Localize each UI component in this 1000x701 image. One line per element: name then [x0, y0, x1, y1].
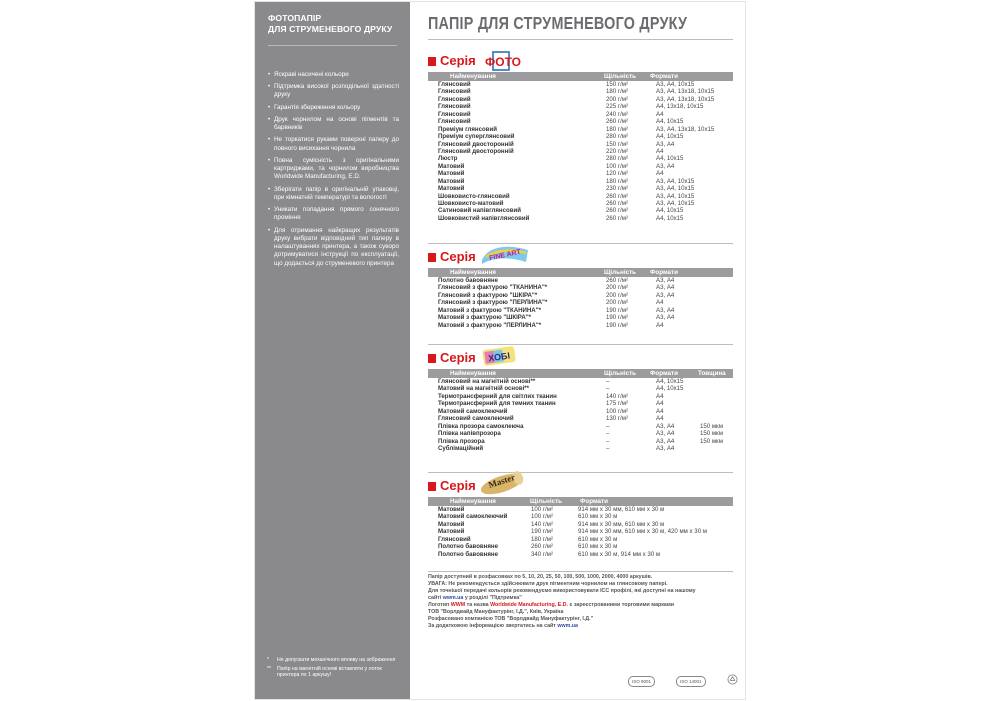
product-density: 190 г/м² [606, 306, 628, 314]
footer-divider [428, 571, 733, 572]
iso-14001-badge: ISO 14001 [676, 676, 706, 687]
recycle-icon [727, 674, 738, 685]
series-hobby [428, 347, 733, 452]
product-name: Матовий з фактурою "ШКІРА"* [438, 314, 531, 322]
product-density: 230 г/м² [606, 185, 628, 193]
table-row [428, 314, 733, 321]
product-formats: А3, А4 [656, 314, 675, 322]
product-name: Полотно бавовняне [438, 543, 498, 551]
product-formats: 610 мм х 30 м [578, 535, 618, 543]
product-name: Плівка прозора [438, 437, 485, 445]
product-formats: А3, А4, 13х18, 10х15 [656, 125, 715, 133]
page-title: ПАПІР ДЛЯ СТРУМЕНЕВОГО ДРУКУ [428, 13, 688, 33]
table-row [428, 423, 733, 430]
product-formats: А3, А4 [656, 284, 675, 292]
product-name: Люстр [438, 155, 458, 163]
series-fine-art [428, 246, 733, 329]
table-row [428, 551, 733, 558]
table-row [428, 103, 733, 110]
table-header: Найменування Щільність Формати [428, 268, 733, 277]
product-name: Глянсовий з фактурою "ШКІРА"* [438, 291, 538, 299]
series-label: Серія [440, 478, 476, 493]
table-row [428, 400, 733, 407]
table-header: Найменування Щільність Формати [428, 497, 733, 506]
product-density: 260 г/м² [606, 192, 628, 200]
product-density: 100 г/м² [606, 407, 628, 415]
table-row [428, 81, 733, 88]
table-row [428, 155, 733, 162]
series-header [428, 50, 733, 72]
svg-text:ХОБІ: ХОБІ [487, 350, 511, 364]
product-formats: 610 мм х 30 м [578, 543, 618, 551]
product-density: 180 г/м² [606, 88, 628, 96]
product-density: 180 г/м² [606, 177, 628, 185]
product-density: 150 г/м² [606, 81, 628, 88]
feature-item: • Підтримка високої розподільної здатності друку [268, 83, 399, 100]
product-density: – [606, 430, 610, 438]
website-link[interactable]: wwm.ua [442, 595, 464, 602]
product-density: 260 г/м² [606, 214, 628, 222]
product-density: 100 г/м² [606, 162, 628, 170]
red-square-icon [428, 482, 436, 491]
table-row [428, 513, 733, 520]
sidebar-divider [268, 45, 397, 46]
product-density: 260 г/м² [531, 543, 553, 551]
product-name: Глянсовий з фактурою "ТКАНИНА"* [438, 284, 548, 292]
product-name: Матовий [438, 506, 465, 513]
product-density: – [606, 437, 610, 445]
product-name: Матовий з фактурою "ПЕРЛИНА"* [438, 321, 542, 329]
product-name: Глянсовий [438, 95, 471, 103]
table-row [428, 378, 733, 385]
product-name: Матовий [438, 528, 465, 536]
product-formats: А4, 10х15 [656, 378, 684, 385]
product-formats: А4, 10х15 [656, 133, 684, 141]
table-body [428, 506, 733, 558]
table-row [428, 163, 733, 170]
table-header: Найменування Щільність Формати Товщина [428, 369, 733, 378]
table-row [428, 385, 733, 392]
product-density: 260 г/м² [606, 118, 628, 126]
product-name: Глянсовий [438, 118, 471, 126]
product-name: Матовий самоклеючий [438, 513, 508, 521]
section-divider [428, 472, 733, 473]
feature-list [268, 71, 399, 272]
iso-9001-badge: ISO 9001 [628, 676, 655, 687]
table-row [428, 543, 733, 550]
table-row [428, 133, 733, 140]
product-thickness: 150 мкм [700, 430, 723, 438]
table-row [428, 126, 733, 133]
product-formats: А4, 10х15 [656, 155, 684, 163]
table-row [428, 415, 733, 422]
table-body [428, 378, 733, 452]
product-density: 225 г/м² [606, 103, 628, 111]
product-formats: А3, А4, 13х18, 10х15 [656, 95, 715, 103]
product-density: 150 г/м² [606, 140, 628, 148]
table-row [428, 96, 733, 103]
footnote: * Не допускати механічного впливу на зображення [267, 657, 396, 663]
table-row [428, 528, 733, 535]
product-formats: А4 [656, 415, 664, 423]
product-name: Сатиновий напівглянсовий [438, 207, 521, 215]
product-formats: А4 [656, 407, 664, 415]
product-density: 140 г/м² [606, 392, 628, 400]
product-formats: А3, А4 [656, 422, 675, 430]
product-density: 140 г/м² [531, 520, 553, 528]
product-formats: 914 мм х 30 мм, 610 мм х 30 м, 420 мм х 30 м [578, 528, 707, 536]
section-divider [428, 243, 733, 244]
product-formats: А4, 10х15 [656, 385, 684, 393]
product-density: 190 г/м² [606, 314, 628, 322]
product-name: Шовковисто-глянсовий [438, 192, 510, 200]
product-formats: А3, А4 [656, 430, 675, 438]
table-row [428, 277, 733, 284]
product-name: Глянсовий на магнітній основі** [438, 378, 536, 385]
product-formats: А4 [656, 110, 664, 118]
red-square-icon [428, 57, 436, 66]
product-formats: А3, А4, 10х15 [656, 81, 695, 88]
table-row [428, 521, 733, 528]
product-formats: А3, А4 [656, 444, 675, 452]
product-name: Матовий з фактурою "ТКАНИНА"* [438, 306, 541, 314]
table-row [428, 408, 733, 415]
product-formats: А3, А4 [656, 291, 675, 299]
table-body [428, 277, 733, 329]
table-row [428, 438, 733, 445]
product-name: Матовий самоклеючий [438, 407, 508, 415]
table-row [428, 322, 733, 329]
series-header [428, 246, 733, 268]
product-name: Термотрансферний для світлих тканин [438, 392, 557, 400]
feature-item: • Друк чорнилом на основі пігментів та барвників [268, 116, 399, 133]
svg-text:Master: Master [487, 472, 517, 491]
product-name: Термотрансферний для темних тканин [438, 400, 556, 408]
product-density: 340 г/м² [531, 550, 553, 558]
product-density: 200 г/м² [606, 95, 628, 103]
product-density: 240 г/м² [606, 110, 628, 118]
product-density: 180 г/м² [606, 125, 628, 133]
red-square-icon [428, 253, 436, 262]
series-header [428, 347, 733, 369]
product-formats: А3, А4, 10х15 [656, 200, 695, 207]
series-label: Серія [440, 53, 476, 68]
product-density: 260 г/м² [606, 277, 628, 284]
table-row [428, 393, 733, 400]
product-density: 200 г/м² [606, 284, 628, 292]
product-formats: 914 мм х 30 мм, 610 мм х 30 м [578, 506, 665, 513]
svg-text:ФОТО: ФОТО [485, 55, 521, 69]
series-label: Серія [440, 249, 476, 264]
product-formats: А4, 13х18, 10х15 [656, 103, 704, 111]
product-density: 130 г/м² [606, 415, 628, 423]
table-row [428, 307, 733, 314]
section-divider [428, 344, 733, 345]
product-name: Преміум глянсовий [438, 125, 497, 133]
product-name: Глянсовий двосторонній [438, 147, 514, 155]
feature-item: • Зберігати папір в оригінальній упаковці, при кімнатній температурі та вологості [268, 186, 399, 203]
product-density: 260 г/м² [606, 200, 628, 207]
product-name: Матовий [438, 162, 465, 170]
table-row [428, 207, 733, 214]
feature-item: • Повна сумісність з оригінальними картриджами, та чорнилом виробництва Worldwide Manufacturing, E.D. [268, 157, 399, 182]
product-name: Шовковистий напівглянсовий [438, 214, 530, 222]
product-name: Глянсовий [438, 535, 471, 543]
master-logo-icon [478, 470, 526, 496]
feature-item: • Яскраві насичені кольори [268, 71, 399, 79]
product-name: Глянсовий [438, 88, 471, 96]
product-density: 175 г/м² [606, 400, 628, 408]
product-formats: А3, А4 [656, 306, 675, 314]
table-row [428, 200, 733, 207]
table-row [428, 111, 733, 118]
product-name: Сублімаційний [438, 444, 484, 452]
table-row [428, 141, 733, 148]
feature-item: • Уникати попадання прямого сонячного проміння [268, 206, 399, 223]
table-row [428, 445, 733, 452]
table-row [428, 118, 733, 125]
feature-item: • Не торкатися руками поверхні паперу до повного висихання чорнила [268, 136, 399, 153]
product-formats: А3, А4 [656, 162, 675, 170]
product-density: 100 г/м² [531, 513, 553, 521]
product-density: 260 г/м² [606, 207, 628, 215]
product-formats: А4 [656, 392, 664, 400]
footnotes [267, 657, 399, 681]
brand-name: WWM [450, 602, 466, 609]
product-name: Матовий на магнітній основі** [438, 385, 530, 393]
product-density: 220 г/м² [606, 147, 628, 155]
product-formats: А3, А4 [656, 140, 675, 148]
product-name: Матовий [438, 185, 465, 193]
red-square-icon [428, 354, 436, 363]
product-formats: 610 мм х 30 м, 914 мм х 30 м [578, 550, 661, 558]
product-name: Глянсовий [438, 81, 471, 88]
company-name: Worldwide Manufacturing, E.D. [490, 602, 568, 609]
table-row [428, 148, 733, 155]
website-link[interactable]: wwm.ua [557, 623, 578, 630]
product-name: Матовий [438, 170, 465, 178]
product-name: Плівка прозора самоклеюча [438, 422, 524, 430]
table-row [428, 430, 733, 437]
title-divider [428, 39, 733, 40]
table-row [428, 88, 733, 95]
product-name: Матовий [438, 177, 465, 185]
footnote: ** Папір на магнітній основі вставляти у лоток принтера по 1 аркушу! [267, 665, 382, 679]
table-row [428, 506, 733, 513]
product-name: Полотно бавовняне [438, 550, 498, 558]
product-density: 100 г/м² [531, 506, 553, 513]
product-formats: А3, А4, 10х15 [656, 177, 695, 185]
product-name: Шовковисто-матовий [438, 200, 504, 207]
product-density: 280 г/м² [606, 155, 628, 163]
product-formats: А3, А4, 10х15 [656, 185, 695, 193]
table-body [428, 81, 733, 222]
table-row [428, 193, 733, 200]
product-name: Глянсовий з фактурою "ПЕРЛИНА"* [438, 299, 548, 307]
product-density: 190 г/м² [606, 321, 628, 329]
product-thickness: 150 мкм [700, 422, 723, 430]
product-density: – [606, 385, 610, 393]
series-master [428, 472, 733, 558]
sidebar-title: ФОТОПАПІР ДЛЯ СТРУМЕНЕВОГО ДРУКУ [268, 13, 393, 34]
product-name: Плівка напівпрозора [438, 430, 501, 438]
product-name: Глянсовий [438, 103, 471, 111]
table-row [428, 215, 733, 222]
product-density: 190 г/м² [531, 528, 553, 536]
product-name: Глянсовий [438, 110, 471, 118]
table-row [428, 284, 733, 291]
product-density: 280 г/м² [606, 133, 628, 141]
product-formats: А4 [656, 400, 664, 408]
product-formats: А3, А4, 10х15 [656, 192, 695, 200]
product-formats: А3, А4, 13х18, 10х15 [656, 88, 715, 96]
product-density: 120 г/м² [606, 170, 628, 178]
product-formats: А4 [656, 170, 664, 178]
product-name: Преміум суперглянсовий [438, 133, 515, 141]
series-header [428, 472, 733, 497]
product-density: – [606, 422, 610, 430]
product-name: Глянсовий самоклеючий [438, 415, 514, 423]
footer-notes: Папір доступний в розфасовках по 5, 10, 20, 25, 50, 100, 500, 1000, 2000, 4000 аркушів. УВАГА: Не рекомендується здійснювати друк пігментним чорнилом на глянсовому папері. Для точнішої передачі кольорів рекомендуємо використовувати ICC профілі, які доступні на нашому сайті wwm.ua у розділі "Підтримка" Логотип WWM та назва Worldwide Manufacturing, E.D. є зареєстрованими торговими марками ТОВ "Ворлдвайд Мануфактурінг, І.Д.", Київ, Україна Розфасовано компанією ТОВ "Ворлдвайд Мануфактурінг, І.Д." За додатковою інформацією звертатись на сайт wwm.ua [428, 574, 696, 630]
product-formats: А4 [656, 299, 664, 307]
product-thickness: 150 мкм [700, 437, 723, 445]
product-density: 180 г/м² [531, 535, 553, 543]
product-name: Глянсовий двосторонній [438, 140, 514, 148]
table-row [428, 536, 733, 543]
table-row [428, 178, 733, 185]
product-formats: 914 мм х 30 мм, 610 мм х 30 м [578, 520, 665, 528]
product-formats: А4, 10х15 [656, 118, 684, 126]
product-density: – [606, 444, 610, 452]
product-density: 200 г/м² [606, 291, 628, 299]
table-header: Найменування Щільність Формати [428, 72, 733, 81]
product-name: Матовий [438, 520, 465, 528]
svg-text:FINE ART: FINE ART [488, 248, 522, 263]
hobby-logo-icon [479, 344, 519, 368]
product-formats: А4 [656, 321, 664, 329]
product-formats: А3, А4 [656, 437, 675, 445]
product-formats: А3, А4 [656, 277, 675, 284]
series-foto [428, 50, 733, 222]
product-formats: А4 [656, 147, 664, 155]
product-name: Полотно бавовняне [438, 277, 498, 284]
product-formats: А4, 10х15 [656, 214, 684, 222]
foto-logo-icon [478, 50, 528, 72]
fine-art-logo-icon [478, 242, 533, 266]
feature-item: • Гарантія збереження кольору [268, 104, 399, 112]
feature-item: • Для отримання найкращих результатів друку вибрати відповідний тип паперу в налаштуваннях принтера, а також суворо дотримуватися інструкції по експлуатації, що додається до струменевого принтера [268, 227, 399, 268]
series-label: Серія [440, 350, 476, 365]
product-formats: 610 мм х 30 м [578, 513, 618, 521]
table-row [428, 292, 733, 299]
table-row [428, 185, 733, 192]
product-density: – [606, 378, 610, 385]
table-row [428, 299, 733, 306]
product-formats: А4, 10х15 [656, 207, 684, 215]
sidebar [255, 2, 410, 699]
table-row [428, 170, 733, 177]
product-density: 200 г/м² [606, 299, 628, 307]
